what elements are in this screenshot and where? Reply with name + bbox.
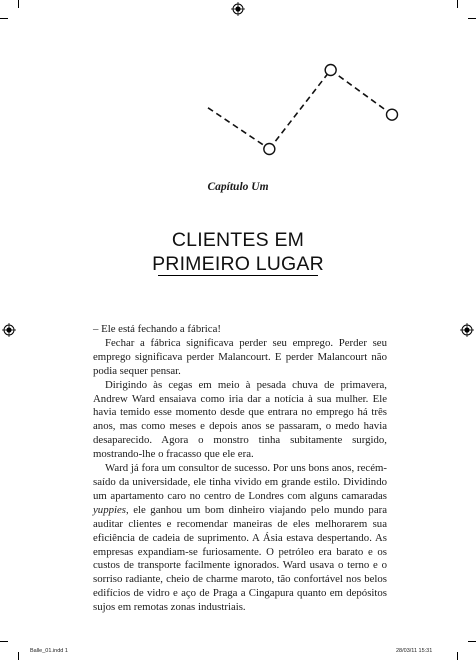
chapter-title-line-2: PRIMEIRO LUGAR: [152, 253, 324, 275]
chart-point: [264, 144, 275, 155]
chapter-title-line-1: CLIENTES EM: [171, 229, 305, 251]
crop-mark: [0, 18, 8, 19]
registration-mark-top: [231, 2, 245, 16]
crop-mark: [468, 18, 476, 19]
decorative-line-chart: [200, 62, 400, 157]
crop-mark: [457, 652, 458, 660]
paragraph: Fechar a fábrica significava perder seu emprego. Perder seu emprego significava perder Malancourt. E perder Malancourt não podia sequer pensar.: [93, 336, 387, 377]
slug-timestamp: 28/03/11 15:31: [396, 648, 433, 654]
registration-mark-right: [460, 323, 474, 337]
crop-mark: [468, 641, 476, 642]
crop-mark: [0, 641, 8, 642]
paragraph: Dirigindo às cegas em meio à pesada chuva de primavera, Andrew Ward ensaiava como iria dar a notícia à sua mulher. Ele havia temido esse momento desde que entrara no emprego há três anos, mas como meses e depois anos se passaram, o medo havia desaparecido. Agora o monstro tinha subitamente surgido, mostrando-lhe o fracasso que ele era.: [93, 378, 387, 461]
chart-line-segment: [331, 70, 392, 115]
chart-point: [325, 65, 336, 76]
chapter-label: Capítulo Um: [207, 181, 269, 193]
crop-mark: [457, 0, 458, 8]
chart-point: [387, 109, 398, 120]
body-text: [93, 323, 387, 615]
paragraph: – Ele está fechando a fábrica!: [93, 323, 221, 335]
title-underline: [158, 275, 318, 276]
slug-filename: Balle_01.indd 1: [30, 648, 68, 654]
registration-mark-left: [2, 323, 16, 337]
paragraph: Ward já fora um consultor de sucesso. Por uns bons anos, recém-saído da universidade, ele tinha vivido em grande estilo. Dividindo um apartamento caro no centro de Londres com alguns camaradas yuppies, ele ganhou um bom dinheiro viajando pelo mundo para auditar clientes e recomendar maneiras de eles melhorarem sua eficiência de cadeia de suprimento. A Ásia estava despertando. As empresas expandiam-se furiosamente. O petróleo era barato e os custos de transporte facilmente ignorados. Ward usava o terno e o sorriso radiante, cheio de charme maroto, tão confortável nos belos edifícios de vidro e aço de Praga a Cingapura quanto em depósitos sujos em remotas zonas industriais.: [93, 462, 387, 614]
crop-mark: [18, 652, 19, 660]
chart-line-segment: [208, 108, 269, 149]
crop-mark: [18, 0, 19, 8]
chart-line-segment: [269, 70, 330, 149]
italic-word: yuppies: [93, 503, 126, 516]
chapter-title: [130, 228, 346, 276]
